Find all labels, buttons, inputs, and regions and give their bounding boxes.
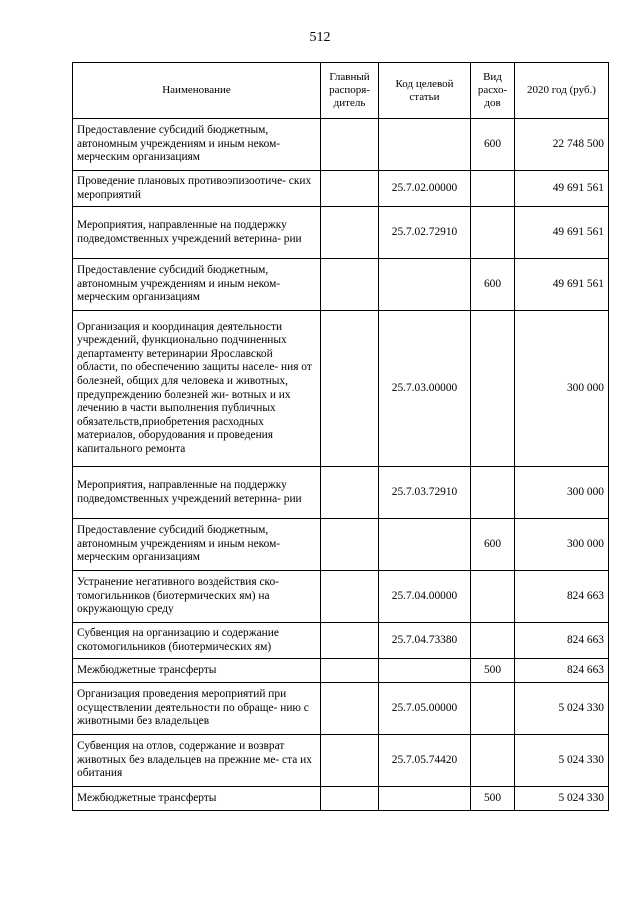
cell-amount: 49 691 561 [515, 171, 609, 207]
cell-admin [321, 623, 379, 659]
table-body [73, 119, 609, 811]
cell-type [471, 571, 515, 623]
header-admin: Главный распоря- дитель [321, 63, 379, 119]
table-row [73, 171, 609, 207]
table-row [73, 259, 609, 311]
cell-code: 25.7.02.72910 [379, 207, 471, 259]
cell-type: 600 [471, 259, 515, 311]
cell-type [471, 207, 515, 259]
cell-name: Предоставление субсидий бюджетным, автономным учреждениям и иным неком- мерческим организациям [73, 259, 321, 311]
table-row [73, 311, 609, 467]
cell-admin [321, 171, 379, 207]
table-row [73, 207, 609, 259]
table-row [73, 119, 609, 171]
cell-amount: 824 663 [515, 659, 609, 683]
cell-name: Предоставление субсидий бюджетным, автономным учреждениям и иным неком- мерческим организациям [73, 119, 321, 171]
cell-amount: 300 000 [515, 467, 609, 519]
cell-code: 25.7.05.00000 [379, 683, 471, 735]
cell-name: Проведение плановых противоэпизоотиче- ских мероприятий [73, 171, 321, 207]
cell-admin [321, 659, 379, 683]
cell-admin [321, 259, 379, 311]
cell-code: 25.7.03.00000 [379, 311, 471, 467]
table-row [73, 659, 609, 683]
cell-type [471, 171, 515, 207]
cell-code: 25.7.03.72910 [379, 467, 471, 519]
header-type: Вид расхо- дов [471, 63, 515, 119]
cell-amount: 5 024 330 [515, 787, 609, 811]
header-amount: 2020 год (руб.) [515, 63, 609, 119]
cell-code: 25.7.02.00000 [379, 171, 471, 207]
cell-name: Субвенция на организацию и содержание скотомогильников (биотермических ям) [73, 623, 321, 659]
cell-type [471, 623, 515, 659]
cell-amount: 22 748 500 [515, 119, 609, 171]
cell-code [379, 119, 471, 171]
cell-type: 600 [471, 119, 515, 171]
header-name: Наименование [73, 63, 321, 119]
table-row [73, 519, 609, 571]
cell-code [379, 787, 471, 811]
cell-amount: 300 000 [515, 519, 609, 571]
cell-name: Устранение негативного воздействия ско- томогильников (биотермических ям) на окружающую среду [73, 571, 321, 623]
table-row [73, 623, 609, 659]
cell-admin [321, 311, 379, 467]
cell-amount: 824 663 [515, 571, 609, 623]
cell-admin [321, 683, 379, 735]
cell-amount: 824 663 [515, 623, 609, 659]
cell-type [471, 735, 515, 787]
cell-name: Предоставление субсидий бюджетным, автономным учреждениям и иным неком- мерческим организациям [73, 519, 321, 571]
cell-code: 25.7.04.00000 [379, 571, 471, 623]
cell-admin [321, 207, 379, 259]
cell-code [379, 659, 471, 683]
table-row [73, 735, 609, 787]
page-number: 512 [309, 30, 331, 45]
cell-admin [321, 467, 379, 519]
cell-admin [321, 119, 379, 171]
cell-admin [321, 571, 379, 623]
header-code: Код целевой статьи [379, 63, 471, 119]
cell-type: 500 [471, 787, 515, 811]
cell-admin [321, 519, 379, 571]
table-row [73, 467, 609, 519]
table-row [73, 683, 609, 735]
cell-name: Мероприятия, направленные на поддержку подведомственных учреждений ветерина- рии [73, 207, 321, 259]
cell-type [471, 683, 515, 735]
cell-name: Межбюджетные трансферты [73, 787, 321, 811]
cell-code [379, 259, 471, 311]
cell-amount: 5 024 330 [515, 683, 609, 735]
cell-amount: 5 024 330 [515, 735, 609, 787]
cell-admin [321, 787, 379, 811]
cell-name: Межбюджетные трансферты [73, 659, 321, 683]
table-row [73, 571, 609, 623]
cell-type [471, 467, 515, 519]
cell-type [471, 311, 515, 467]
cell-code: 25.7.05.74420 [379, 735, 471, 787]
cell-name: Организация и координация деятельности учреждений, функционально подчиненных департаменту ветеринарии Ярославской области, по обеспечению защиты населе- ния от болезней, общих для человека и животных, предупреждению болезней жи- вотных и их лечению в части выполнения публичных обязательств,приобретения расходных материалов, оборудования и проведения капитального ремонта [73, 311, 321, 467]
cell-amount: 49 691 561 [515, 259, 609, 311]
cell-code [379, 519, 471, 571]
cell-amount: 49 691 561 [515, 207, 609, 259]
table-row [73, 787, 609, 811]
cell-name: Мероприятия, направленные на поддержку подведомственных учреждений ветерина- рии [73, 467, 321, 519]
cell-type: 500 [471, 659, 515, 683]
cell-amount: 300 000 [515, 311, 609, 467]
cell-code: 25.7.04.73380 [379, 623, 471, 659]
budget-table [72, 62, 609, 811]
table-header [73, 63, 609, 119]
cell-type: 600 [471, 519, 515, 571]
cell-name: Субвенция на отлов, содержание и возврат животных без владельцев на прежние ме- ста их обитания [73, 735, 321, 787]
cell-admin [321, 735, 379, 787]
cell-name: Организация проведения мероприятий при осуществлении деятельности по обраще- нию с животными без владельцев [73, 683, 321, 735]
